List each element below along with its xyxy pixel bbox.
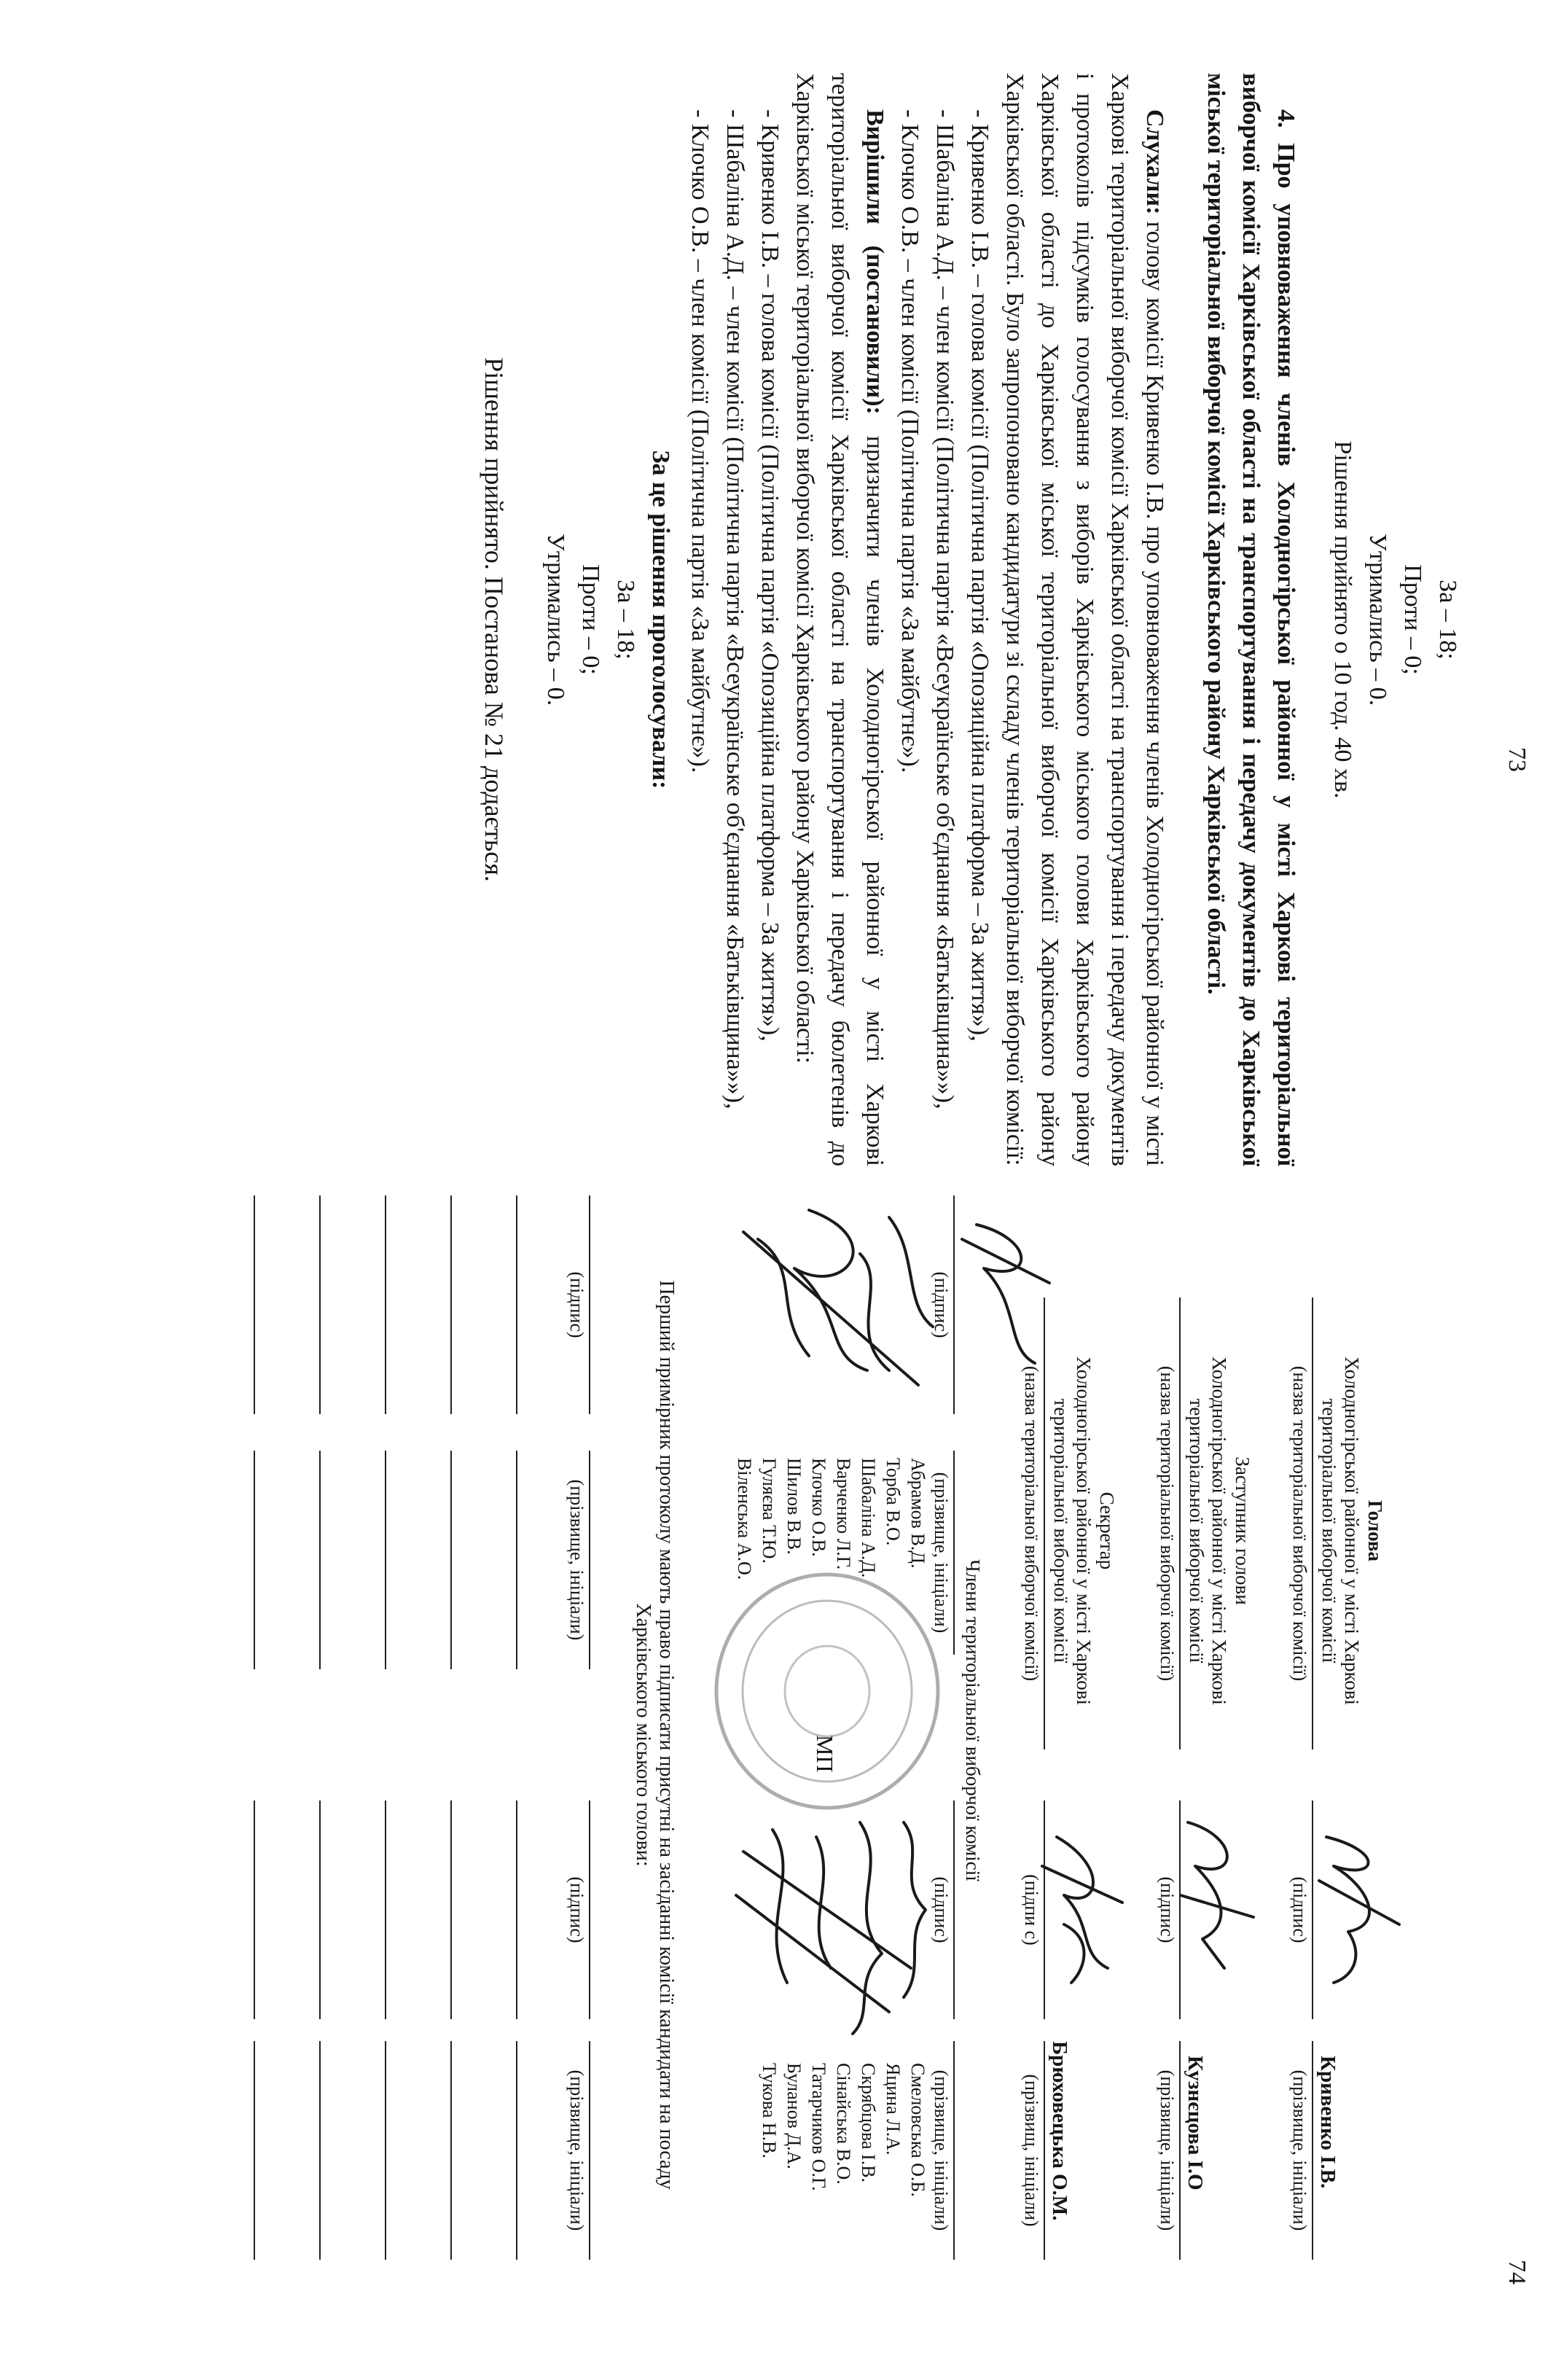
blank-line xyxy=(450,1195,452,1414)
heard-label: Слухали: xyxy=(1141,109,1168,215)
deputy-name: Кузнєцова І.О xyxy=(1184,2056,1207,2190)
appointed-item: - Шабаліна А.Д. – член комісії (Політична партія «Всеукраїнське об'єднання «Батьківщина»»), xyxy=(721,109,748,1109)
cand-sign-line-left xyxy=(589,1195,590,1414)
blank-line xyxy=(254,1800,255,2019)
blank-line xyxy=(385,1451,386,1669)
secretary-org: Холодногірської районної у місті Харкові територіальної виборчої комісії xyxy=(1050,1356,1095,1706)
deputy-sign-hint: (підпис) xyxy=(1157,1876,1178,1943)
chair-signature xyxy=(1319,1837,1399,1983)
candidate-item: - Шабаліна А.Д. – член комісії (Політична партія «Всеукраїнське об'єднання «Батьківщина»»), xyxy=(931,109,958,1109)
cand-sign-hint-left: (підпис) xyxy=(566,1271,587,1338)
stamp-mark: МП xyxy=(812,1735,838,1773)
blank-line xyxy=(319,2041,321,2260)
blank-line xyxy=(319,1451,321,1669)
secretary-org-hint: (назва територіальної виборчої комісії) xyxy=(1021,1365,1042,1682)
deputy-signature xyxy=(1181,1822,1253,1968)
vote-against-prev: Проти – 0; xyxy=(1399,564,1426,675)
secretary-sign-hint: (підпи с) xyxy=(1021,1874,1042,1946)
blank-line xyxy=(254,1451,255,1669)
chair-sign-hint: (підпис) xyxy=(1289,1876,1310,1943)
voted-label: За це рішення проголосували: xyxy=(647,450,674,789)
member-left: Шилов В.В. xyxy=(783,1458,805,1555)
member-right: Буланов Д.А. xyxy=(783,2063,805,2169)
blank-line xyxy=(450,1800,452,2019)
blank-line xyxy=(385,2041,386,2260)
blank-line xyxy=(254,2041,255,2260)
blank-line xyxy=(385,1195,386,1414)
vote-for-prev: За – 18; xyxy=(1434,580,1461,660)
decided-text: призначити членів Холодногірської районної у місті Харкові територіальної виборчої комісії Харківської області на транспортування і передачу бюлетенів до Харківської міської територіальної виборчої комісії Харківського району Харківської області: xyxy=(791,73,888,1166)
blank-line xyxy=(385,1800,386,2019)
chair-org: Холодногірської районної у місті Харкові територіальної виборчої комісії xyxy=(1318,1356,1363,1706)
members-right-sign-hint: (підпис) xyxy=(931,1876,952,1943)
blank-line xyxy=(516,2041,517,2260)
chair-title: Голова xyxy=(1364,1499,1386,1561)
member-right: Татарчиков О.Г. xyxy=(808,2063,829,2191)
blank-line xyxy=(450,2041,452,2260)
member-right: Скрябцова І.В. xyxy=(858,2063,879,2183)
member-left: Клочко О.В. xyxy=(808,1458,829,1557)
chair-org-hint: (назва територіальної виборчої комісії) xyxy=(1289,1365,1310,1682)
accepted-time: Рішення прийнято о 10 год. 40 хв. xyxy=(1329,440,1356,799)
member-signatures-left xyxy=(743,1210,933,1385)
blank-line xyxy=(516,1800,517,2019)
member-right: Сінайська В.О. xyxy=(833,2063,854,2185)
vote-against: Проти – 0; xyxy=(577,564,604,675)
member-right: Тукова Н.В. xyxy=(759,2063,780,2158)
appointed-item: - Кривенко І.В. – голова комісії (Політична партія «Опозиційна платформа – За життя»), xyxy=(756,109,783,1042)
cand-name-line-right xyxy=(589,2041,590,2260)
candidate-item: - Клочко О.В. – член комісії (Політична партія «За майбутнє»). xyxy=(896,109,923,773)
deputy-name-hint: (прізвище, ініціали) xyxy=(1157,2069,1178,2231)
decided-label: Вирішили (постановили): xyxy=(861,109,888,415)
deputy-org-hint: (назва територіальної виборчої комісії) xyxy=(1157,1365,1178,1682)
members-right-name-hint: (прізвище, ініціали) xyxy=(931,2069,952,2231)
cand-sign-line-right xyxy=(589,1800,590,2019)
members-left-name-hint: (прізвище, ініціали) xyxy=(931,1472,952,1634)
member-left: Шабаліна А.Д. xyxy=(858,1458,879,1578)
member-signature-upper xyxy=(962,1225,1049,1363)
member-left: Абрамов В.Д. xyxy=(907,1458,928,1569)
candidates-note: Перший примірник протоколу мають право підписати присутні на засіданні комісії кандидати на посаду Харківського міського голови: xyxy=(632,1280,678,2190)
final-decision: Рішення прийнято. Постанова № 21 додається. xyxy=(480,357,509,882)
heard-text: голову комісії Кривенко І.В. про уповноваження членів Холодногірської районної у місті Харкові територіальної виборчої комісії Харківської області на транспортування і передачу документів і протоколів підсумків голосування з виборів Харківського міського голови Харківського району Харківської області до Харківської міської територіальної виборчої комісії Харківського району Харківської області. Було запропоновано кандидатури зі складу членів територіальної виборчої комісії: xyxy=(1001,73,1168,1166)
vote-abstain-prev: Утримались – 0. xyxy=(1364,533,1391,706)
candidate-item: - Кривенко І.В. – голова комісії (Політична партія «Опозиційна платформа – За життя»), xyxy=(966,109,993,1042)
cand-name-line-left xyxy=(589,1451,590,1669)
member-left: Віленська А.О. xyxy=(734,1458,755,1580)
secretary-name: Брюховецька О.М. xyxy=(1048,2041,1071,2221)
deputy-org: Холодногірської районної у місті Харкові територіальної виборчої комісії xyxy=(1186,1356,1230,1706)
cand-sign-hint-right: (підпис) xyxy=(566,1876,587,1943)
vote-for: За – 18; xyxy=(612,580,639,660)
page-number-left: 73 xyxy=(1503,747,1530,772)
blank-line xyxy=(516,1451,517,1669)
cand-name-hint-left: (прізвище, ініціали) xyxy=(566,1479,587,1641)
blank-line xyxy=(516,1195,517,1414)
members-title: Члени територіальної виборчої комісії xyxy=(962,1559,984,1881)
secretary-name-hint: (прізвищ, ініціали) xyxy=(1021,2074,1042,2227)
blank-line xyxy=(254,1195,255,1414)
member-left: Торба В.О. xyxy=(883,1458,904,1546)
page-number-right: 74 xyxy=(1503,2260,1530,2285)
blank-line xyxy=(450,1451,452,1669)
members-left-sign-hint: (підпис) xyxy=(931,1271,952,1338)
member-left: Гуляєва Т.Ю. xyxy=(759,1458,780,1564)
secretary-title: Секретар xyxy=(1096,1491,1118,1570)
chair-name: Кривенко І.В. xyxy=(1316,2056,1339,2189)
chair-name-hint: (прізвище, ініціали) xyxy=(1289,2069,1310,2231)
secretary-signature xyxy=(1042,1837,1122,1983)
member-left: Варченко Л.Г. xyxy=(833,1458,854,1570)
cand-name-hint-right: (прізвище, ініціали) xyxy=(566,2069,587,2231)
blank-line xyxy=(319,1195,321,1414)
vote-abstain: Утримались – 0. xyxy=(542,533,569,706)
item-4-title: 4. Про уповноваження членів Холодногірської районної у місті Харкові територіальної виборчої комісії Харківської області на транспортування і передачу документів до Харківської міської територіальної виборчої комісії Харківського району Харківської області. xyxy=(1202,73,1299,1166)
blank-line xyxy=(319,1800,321,2019)
deputy-title: Заступник голови xyxy=(1232,1456,1253,1605)
member-right: Смеловська О.Б. xyxy=(907,2063,928,2197)
appointed-item: - Клочко О.В. – член комісії (Політична партія «За майбутнє»). xyxy=(687,109,713,773)
member-right: Яцина Л.А. xyxy=(883,2063,904,2155)
member-signatures-right xyxy=(736,1822,926,2034)
